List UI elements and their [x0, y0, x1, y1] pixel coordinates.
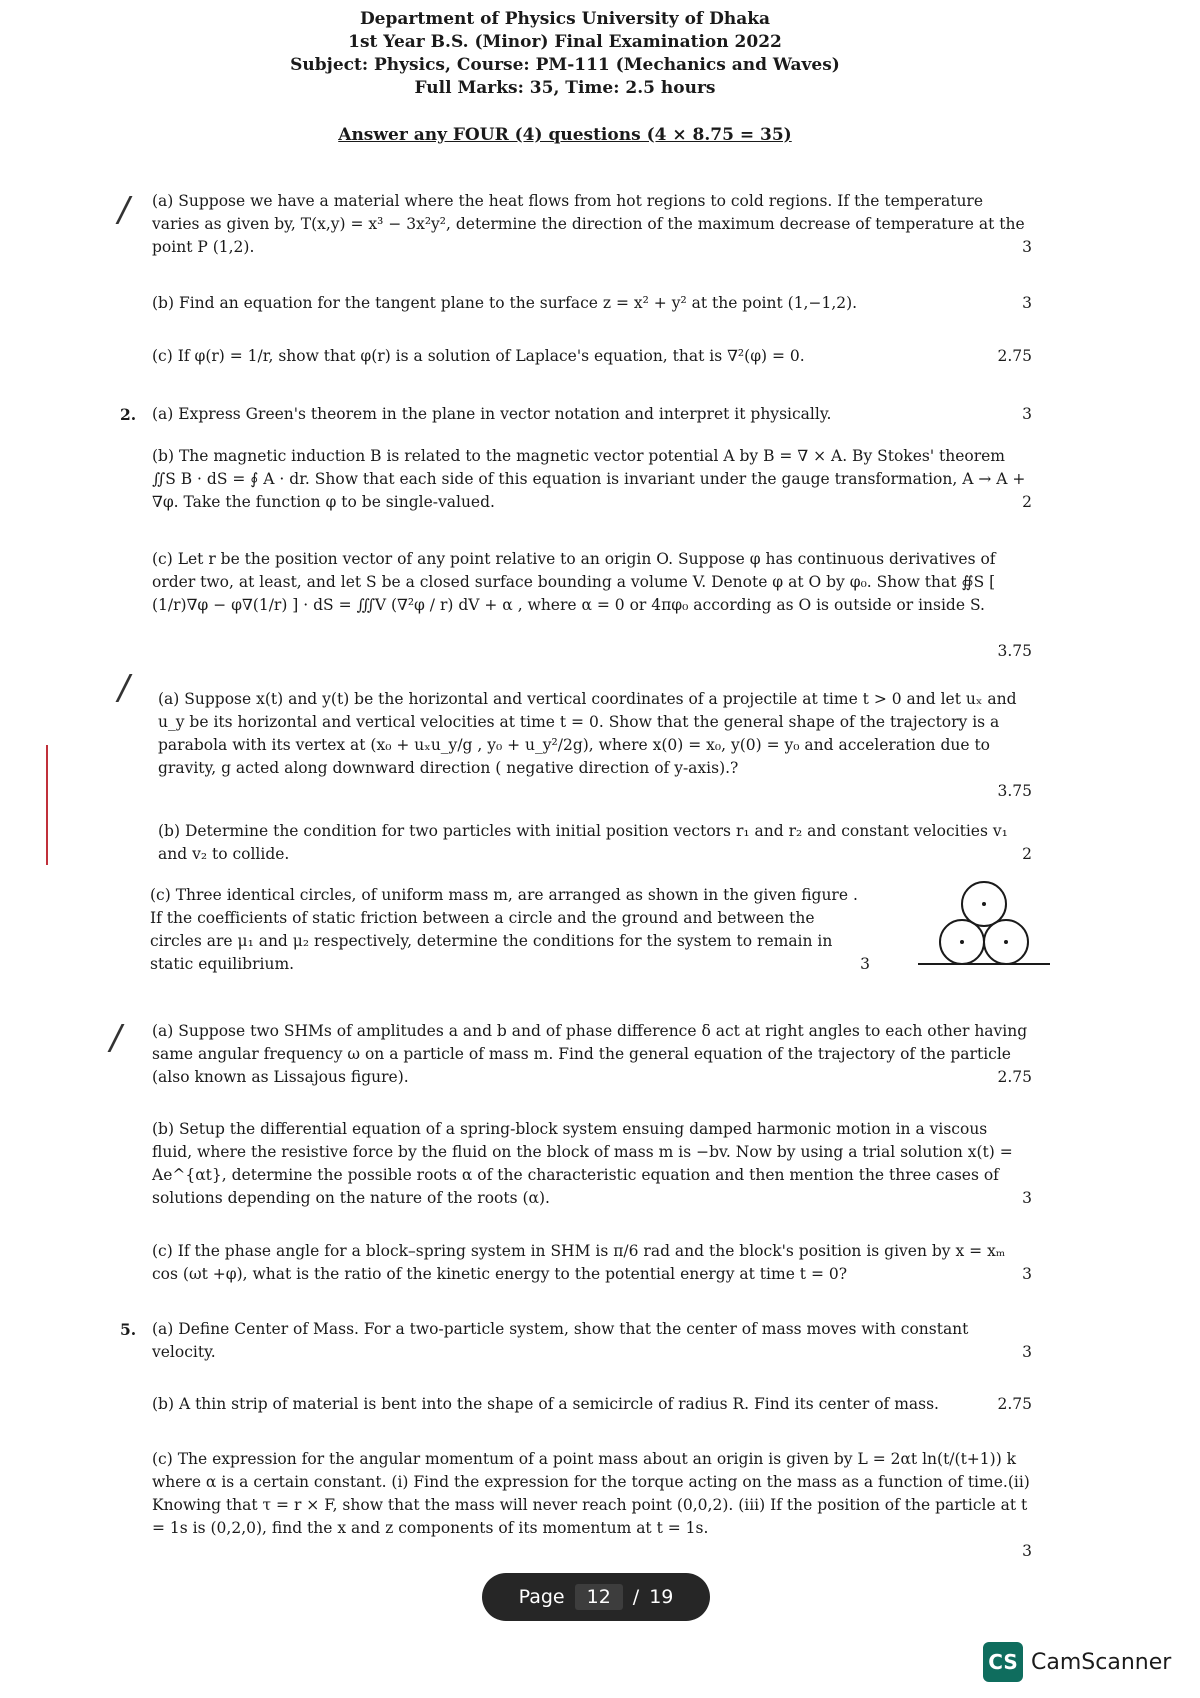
handwritten-tick-q1: / — [118, 190, 130, 230]
q3-part-a — [158, 688, 1032, 800]
q2-a-text: (a) Express Green's theorem in the plane in vector notation and interpret it physically. — [152, 405, 832, 423]
red-margin-mark — [46, 745, 48, 865]
q1-a-marks: 3 — [1022, 238, 1032, 256]
q5-part-b — [152, 1393, 1032, 1416]
exam-line: 1st Year B.S. (Minor) Final Examination 2022 — [348, 32, 782, 52]
q3-a-marks: 3.75 — [997, 782, 1032, 800]
q3-c-marks: 3 — [860, 955, 870, 973]
q2-a-marks: 3 — [1022, 405, 1032, 423]
q5-c-marks: 3 — [1022, 1542, 1032, 1560]
q2-number: 2. — [120, 405, 137, 424]
subject-line: Subject: Physics, Course: PM-111 (Mechanics and Waves) — [290, 55, 840, 75]
q3-b-marks: 2 — [1022, 845, 1032, 863]
q4-part-b — [152, 1118, 1032, 1210]
q4-c-text: (c) If the phase angle for a block–spring system in SHM is π/6 rad and the block's position is given by x = xₘ cos (ωt +φ), what is the ratio of the kinetic energy to the potential energy at time t = 0? — [152, 1242, 1006, 1283]
top-circle-center — [982, 902, 986, 906]
page-label: Page — [518, 1586, 565, 1608]
q3-part-b — [158, 820, 1032, 866]
marks-time-line: Full Marks: 35, Time: 2.5 hours — [414, 78, 716, 98]
q4-part-c — [152, 1240, 1032, 1286]
q5-number: 5. — [120, 1320, 137, 1339]
q2-b-text: (b) The magnetic induction B is related to the magnetic vector potential A by B = ∇ × A. By Stokes' theorem ∬S B · dS = ∮ A · dr. Show that each side of this equation is invariant under the gauge transformation, A → A + ∇φ. Take the function φ to be single-valued. — [152, 447, 1026, 511]
q5-part-a — [120, 1318, 1032, 1364]
exam-header — [0, 8, 1130, 100]
q1-b-marks: 3 — [1022, 294, 1032, 312]
page-separator: / — [632, 1586, 640, 1608]
total-pages: 19 — [649, 1586, 674, 1608]
q5-a-marks: 3 — [1022, 1343, 1032, 1361]
handwritten-tick-q4: / — [110, 1018, 122, 1058]
q1-a-text: (a) Suppose we have a material where the heat flows from hot regions to cold regions. If the temperature varies as given by, T(x,y) = x³ − 3x²y², determine the direction of the maximum decrease of temperature at the point P (1,2). — [152, 192, 1025, 256]
instruction: Answer any FOUR (4) questions (4 × 8.75 = 35) — [338, 125, 792, 145]
q2-part-b — [152, 445, 1032, 514]
q3-c-text: (c) Three identical circles, of uniform mass m, are arranged as shown in the given figure . If the coefficients of static friction between a circle and the ground and between the circles are μ₁ and μ₂ respectively, determine the conditions for the system to remain in static equilibrium. — [150, 886, 858, 973]
q5-part-c — [152, 1448, 1032, 1560]
department-line: Department of Physics University of Dhaka — [359, 9, 771, 29]
q3-part-c — [150, 884, 870, 976]
q3-a-text: (a) Suppose x(t) and y(t) be the horizontal and vertical coordinates of a projectile at time t > 0 and let uₓ and u_y be its horizontal and vertical velocities at time t = 0. Show that the general shape of the trajectory is a parabola with its vertex at (x₀ + uₓu_y/g , y₀ + u_y²/2g), where x(0) = x₀, y(0) = y₀ and acceleration due to gravity, g acted along downward direction ( negative direction of y-axis).? — [158, 690, 1017, 777]
q5-c-text: (c) The expression for the angular momentum of a point mass about an origin is given by L = 2αt ln(t/(t+1)) k where α is a certain constant. (i) Find the expression for the torque acting on the mass as a function of time.(ii) Knowing that τ = r × F, show that the mass will never reach point (0,0,2). (iii) If the position of the particle at t = 1s is (0,2,0), find the x and z components of its momentum at t = 1s. — [152, 1450, 1030, 1537]
q4-a-text: (a) Suppose two SHMs of amplitudes a and b and of phase difference δ act at right angles to each other having same angular frequency ω on a particle of mass m. Find the general equation of the trajectory of the particle (also known as Lissajous figure). — [152, 1022, 1028, 1086]
q1-part-a — [152, 190, 1032, 259]
q2-c-marks: 3.75 — [997, 642, 1032, 660]
page-indicator[interactable] — [482, 1573, 710, 1621]
right-circle-center — [1004, 940, 1008, 944]
q2-c-text: (c) Let r be the position vector of any point relative to an origin O. Suppose φ has continuous derivatives of order two, at least, and let S be a closed surface bounding a volume V. Denote φ at O by φ₀. Show that ∯S [ (1/r)∇φ − φ∇(1/r) ] · dS = ∭V (∇²φ / r) dV + α , where α = 0 or 4πφ₀ according as O is outside or inside S. — [152, 550, 996, 614]
q1-part-c — [152, 345, 1032, 368]
q2-part-a — [120, 403, 1032, 426]
left-circle-center — [960, 940, 964, 944]
q4-b-text: (b) Setup the differential equation of a spring-block system ensuing damped harmonic motion in a viscous fluid, where the resistive force by the fluid on the block of mass m is −bv. Now by using a trial solution x(t) = Ae^{αt}, determine the possible roots α of the characteristic equation and then mention the three cases of solutions depending on the nature of the roots (α). — [152, 1120, 1013, 1207]
handwritten-tick-q3: / — [118, 668, 130, 708]
q5-a-text: (a) Define Center of Mass. For a two-particle system, show that the center of mass moves with constant velocity. — [152, 1320, 969, 1361]
three-circles-figure — [918, 880, 1050, 970]
q2-b-marks: 2 — [1022, 493, 1032, 511]
q1-c-marks: 2.75 — [997, 347, 1032, 365]
camscanner-logo-icon: CS — [983, 1642, 1023, 1682]
current-page[interactable]: 12 — [575, 1584, 623, 1610]
camscanner-name: CamScanner — [1031, 1649, 1172, 1675]
q5-b-text: (b) A thin strip of material is bent into the shape of a semicircle of radius R. Find its center of mass. — [152, 1395, 939, 1413]
q4-part-a — [152, 1020, 1032, 1089]
q4-c-marks: 3 — [1022, 1265, 1032, 1283]
camscanner-watermark — [983, 1642, 1171, 1682]
q1-c-text: (c) If φ(r) = 1/r, show that φ(r) is a solution of Laplace's equation, that is ∇²(φ) = 0. — [152, 347, 805, 365]
q1-b-text: (b) Find an equation for the tangent plane to the surface z = x² + y² at the point (1,−1,2). — [152, 294, 858, 312]
q4-a-marks: 2.75 — [997, 1068, 1032, 1086]
q3-b-text: (b) Determine the condition for two particles with initial position vectors r₁ and r₂ and constant velocities v₁ and v₂ to collide. — [158, 822, 1008, 863]
q1-part-b — [152, 292, 1032, 315]
q4-b-marks: 3 — [1022, 1189, 1032, 1207]
q2-part-c — [152, 548, 1032, 660]
q5-b-marks: 2.75 — [997, 1395, 1032, 1413]
